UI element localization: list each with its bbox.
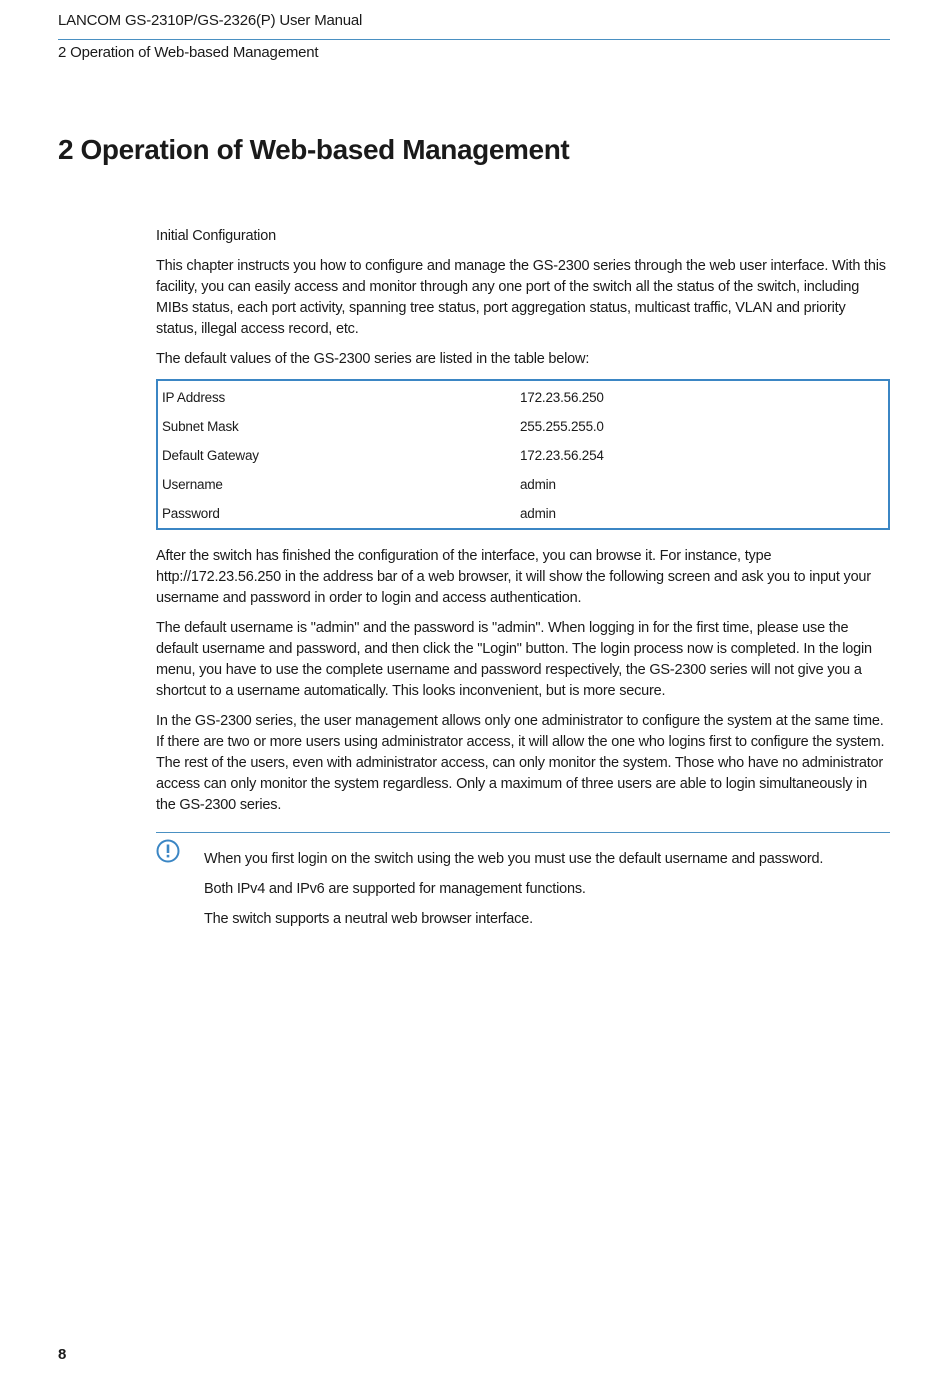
running-section-title: 2 Operation of Web-based Management	[58, 44, 319, 61]
note-line: When you first login on the switch using the web you must use the default username and password.	[204, 851, 824, 867]
note-box	[156, 832, 890, 930]
table-cell-key: Subnet Mask	[162, 419, 239, 434]
header-divider	[58, 39, 890, 40]
browse-paragraph: After the switch has finished the configuration of the interface, you can browse it. For instance, type http://172.23.56.250 in the address bar of a web browser, it will show the following screen and ask you to input your username and password in order to login and access authentication.	[156, 548, 871, 606]
table-intro-paragraph: The default values of the GS-2300 series are listed in the table below:	[156, 351, 590, 367]
table-cell-value: admin	[520, 477, 556, 492]
table-row	[157, 470, 889, 499]
table-row	[157, 412, 889, 441]
table-row	[157, 441, 889, 470]
table-row	[157, 499, 889, 529]
exclamation-circle-icon	[156, 839, 180, 863]
table-cell-key: IP Address	[162, 390, 226, 405]
section-subheading: Initial Configuration	[156, 228, 276, 244]
table-cell-key: Username	[162, 477, 223, 492]
default-values-table	[156, 379, 890, 530]
table-cell-value: admin	[520, 506, 556, 521]
page-number: 8	[58, 1346, 67, 1363]
note-line: Both IPv4 and IPv6 are supported for management functions.	[204, 881, 586, 897]
table-cell-value: 172.23.56.254	[520, 448, 604, 463]
table-row	[157, 380, 889, 412]
main-content	[156, 226, 890, 939]
table-cell-key: Password	[162, 506, 220, 521]
manual-title: LANCOM GS-2310P/GS-2326(P) User Manual	[58, 12, 363, 29]
table-cell-key: Default Gateway	[162, 448, 259, 463]
login-paragraph: The default username is "admin" and the password is "admin". When logging in for the first time, please use the default username and password, and then click the "Login" button. The login process now is completed. In the login menu, you have to use the complete username and password respectively, the GS-2300 series will not give you a shortcut to a username automatically. This looks inconvenient, but is more secure.	[156, 620, 872, 699]
note-line: The switch supports a neutral web browser interface.	[204, 911, 533, 927]
table-cell-value: 172.23.56.250	[520, 390, 604, 405]
table-cell-value: 255.255.255.0	[520, 419, 604, 434]
intro-paragraph: This chapter instructs you how to configure and manage the GS-2300 series through the web user interface. With this facility, you can easily access and monitor through any one port of the switch all the status of the switch, including MIBs status, each port activity, spanning tree status, port aggregation status, multicast traffic, VLAN and priority status, illegal access record, etc.	[156, 258, 886, 337]
admin-paragraph: In the GS-2300 series, the user management allows only one administrator to configure the system at the same time. If there are two or more users using administrator access, it will allow the one who logins first to configure the system. The rest of the users, even with administrator access, can only monitor the system. Those who have no administrator access can only monitor the system regardless. Only a maximum of three users are able to login simultaneously in the GS-2300 series.	[156, 713, 885, 813]
chapter-title: 2 Operation of Web-based Management	[58, 134, 570, 165]
